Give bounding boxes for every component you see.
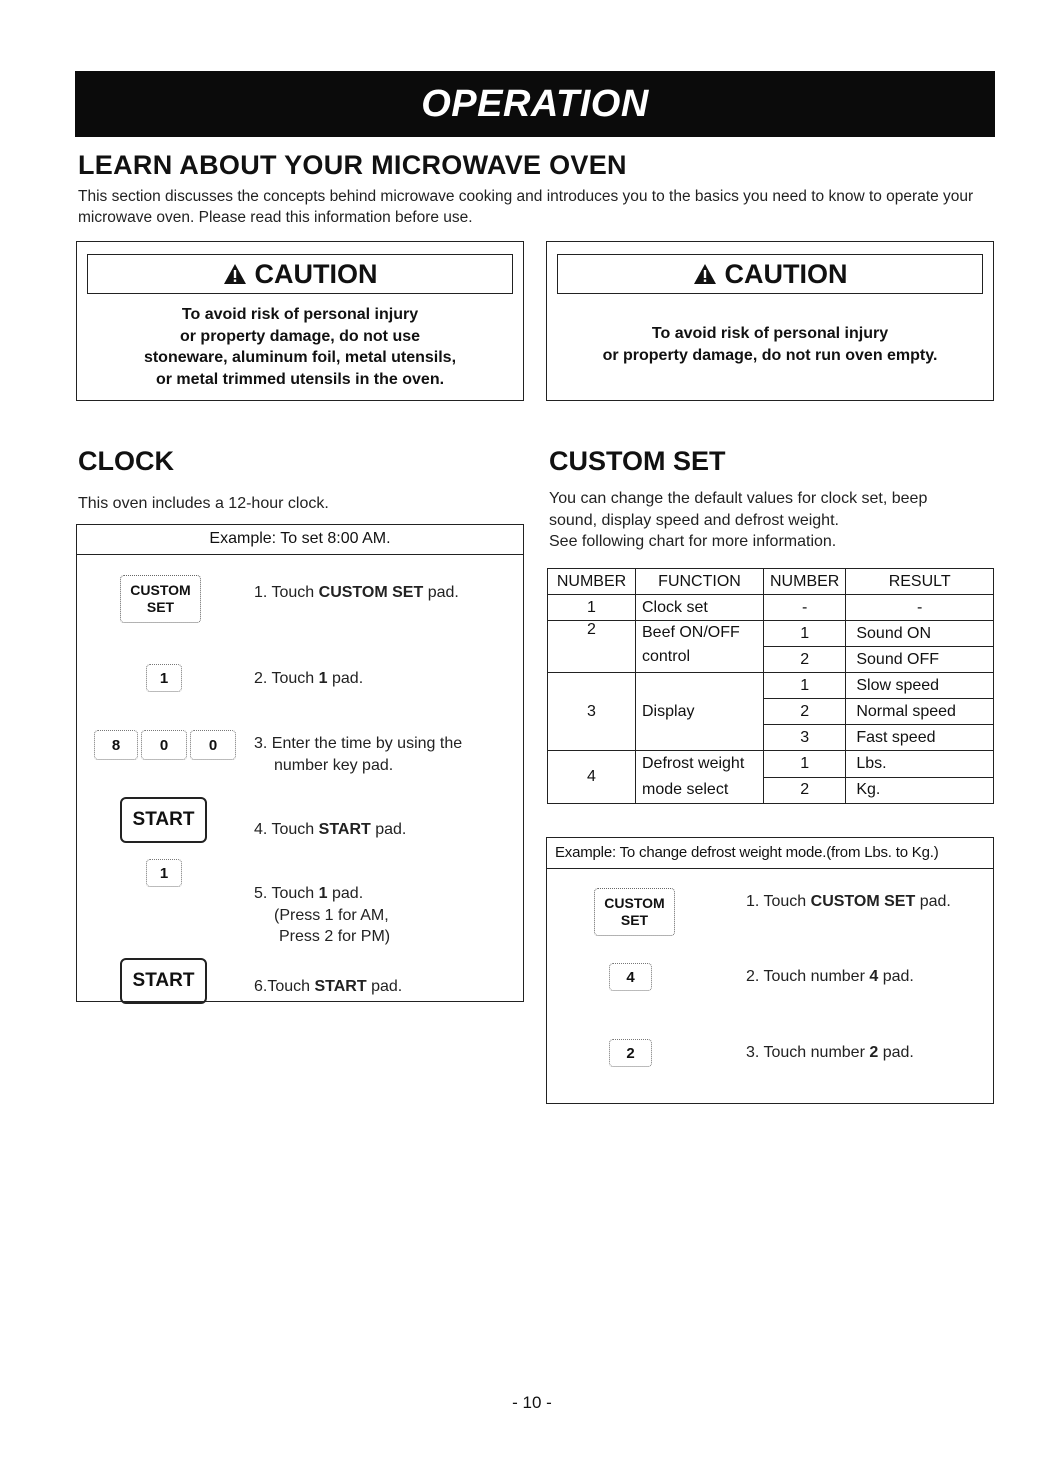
- custom-set-step-1: 1. Touch CUSTOM SET pad.: [746, 893, 951, 910]
- clock-step-5: 5. Touch 1 pad. (Press 1 for AM, Press 2 for PM): [254, 885, 391, 945]
- caution-line: To avoid risk of personal injury: [181, 306, 419, 323]
- clock-step-2: 2. Touch 1 pad.: [254, 670, 364, 687]
- custom-set-step-3: 3. Touch number 2 pad.: [746, 1044, 914, 1061]
- caution-line: stoneware, aluminum foil, metal utensils,: [143, 349, 457, 366]
- custom-set-description: You can change the default values for clock set, beep sound, display speed and defrost weight. See following chart for more information.: [549, 490, 928, 550]
- table-cell: Sound OFF: [846, 647, 994, 673]
- key-label: 0: [208, 736, 218, 754]
- table-cell: Fast speed: [846, 725, 994, 751]
- table-cell: Kg.: [846, 777, 994, 804]
- table-cell: 3: [548, 673, 636, 751]
- caution-title: CAUTION: [254, 258, 378, 289]
- table-header: NUMBER: [764, 569, 846, 595]
- key-label: SET: [146, 599, 175, 615]
- number-8-pad[interactable]: [94, 730, 138, 760]
- table-cell: 1: [764, 621, 846, 647]
- caution-header: [557, 254, 983, 294]
- key-label: CUSTOM: [130, 582, 191, 598]
- clock-title: CLOCK: [78, 446, 174, 476]
- clock-example-heading: Example: To set 8:00 AM.: [209, 530, 391, 547]
- key-label: CUSTOM: [604, 895, 665, 911]
- table-row: [548, 673, 994, 699]
- custom-set-pad[interactable]: [594, 888, 675, 936]
- caution-line: To avoid risk of personal injury: [651, 325, 889, 342]
- start-pad[interactable]: [120, 797, 207, 843]
- table-cell: -: [846, 595, 994, 621]
- number-0-pad[interactable]: [141, 730, 187, 760]
- key-label: 1: [159, 864, 169, 882]
- table-cell: Lbs.: [846, 751, 994, 778]
- number-4-pad[interactable]: [609, 963, 652, 991]
- caution-line: or property damage, do not run oven empty.: [602, 346, 938, 364]
- caution-line: or metal trimmed utensils in the oven.: [155, 370, 445, 388]
- key-label: 4: [626, 968, 635, 986]
- table-cell: 2: [764, 699, 846, 725]
- divider: [77, 554, 523, 555]
- table-cell: Slow speed: [846, 673, 994, 699]
- number-2-pad[interactable]: [609, 1039, 652, 1067]
- table-cell: 1: [764, 751, 846, 778]
- table-row: [548, 621, 994, 647]
- caution-box-utensils: [76, 241, 524, 401]
- key-label: START: [132, 970, 195, 991]
- clock-step-3: 3. Enter the time by using the number key pad.: [254, 735, 463, 774]
- number-1-pad[interactable]: [146, 859, 182, 887]
- caution-line: or property damage, do not use: [179, 327, 421, 345]
- table-header: RESULT: [846, 569, 994, 595]
- custom-set-title: CUSTOM SET: [549, 446, 726, 476]
- warning-triangle-icon: [693, 263, 717, 285]
- table-cell: 2: [764, 777, 846, 804]
- custom-set-step-2: 2. Touch number 4 pad.: [746, 968, 914, 985]
- caution-header: [87, 254, 513, 294]
- table-cell: Beef ON/OFF control: [636, 621, 764, 673]
- table-cell: 1: [764, 673, 846, 699]
- key-label: START: [132, 809, 195, 830]
- key-label: SET: [620, 912, 649, 928]
- table-header: FUNCTION: [636, 569, 764, 595]
- table-header-row: [548, 569, 994, 595]
- table-cell: 2: [548, 621, 636, 673]
- banner-title: OPERATION: [421, 82, 649, 125]
- key-label: 8: [111, 736, 121, 754]
- clock-description: This oven includes a 12-hour clock.: [78, 495, 329, 512]
- divider: [547, 868, 993, 869]
- table-cell: 1: [548, 595, 636, 621]
- table-cell: 4: [548, 751, 636, 804]
- number-0-pad[interactable]: [190, 730, 236, 760]
- clock-step-6: 6.Touch START pad.: [254, 978, 403, 995]
- operation-banner: [75, 71, 995, 137]
- key-label: 0: [159, 736, 169, 754]
- table-cell: Normal speed: [846, 699, 994, 725]
- table-cell: -: [764, 595, 846, 621]
- caution-box-empty-oven: [546, 241, 994, 401]
- caution-text: [77, 304, 523, 390]
- key-label: 2: [626, 1044, 635, 1062]
- table-cell: Clock set: [636, 595, 764, 621]
- table-header: NUMBER: [548, 569, 636, 595]
- clock-step-4: 4. Touch START pad.: [254, 821, 407, 838]
- table-row: [548, 595, 994, 621]
- caution-title: CAUTION: [724, 258, 848, 289]
- section-intro: This section discusses the concepts behind microwave cooking and introduces you to the basics you need to know to operate your microwave oven. Please read this information before use.: [78, 188, 974, 226]
- custom-set-example-box: [546, 837, 994, 1104]
- clock-step-1: 1. Touch CUSTOM SET pad.: [254, 584, 459, 601]
- page-number: - 10 -: [512, 1393, 552, 1412]
- custom-set-pad[interactable]: [120, 575, 201, 623]
- table-cell: Sound ON: [846, 621, 994, 647]
- section-title: LEARN ABOUT YOUR MICROWAVE OVEN: [78, 150, 627, 180]
- custom-set-example-heading: Example: To change defrost weight mode.(from Lbs. to Kg.): [555, 844, 939, 861]
- table-cell: Defrost weight mode select: [636, 751, 764, 804]
- table-cell: 2: [764, 647, 846, 673]
- table-cell: Display: [636, 673, 764, 751]
- caution-text: [547, 323, 993, 366]
- start-pad[interactable]: [120, 958, 207, 1004]
- custom-set-table: [547, 568, 994, 804]
- number-1-pad[interactable]: [146, 664, 182, 692]
- warning-triangle-icon: [223, 263, 247, 285]
- table-cell: 3: [764, 725, 846, 751]
- table-row: [548, 751, 994, 778]
- clock-example-box: [76, 524, 524, 1002]
- key-label: 1: [159, 669, 169, 687]
